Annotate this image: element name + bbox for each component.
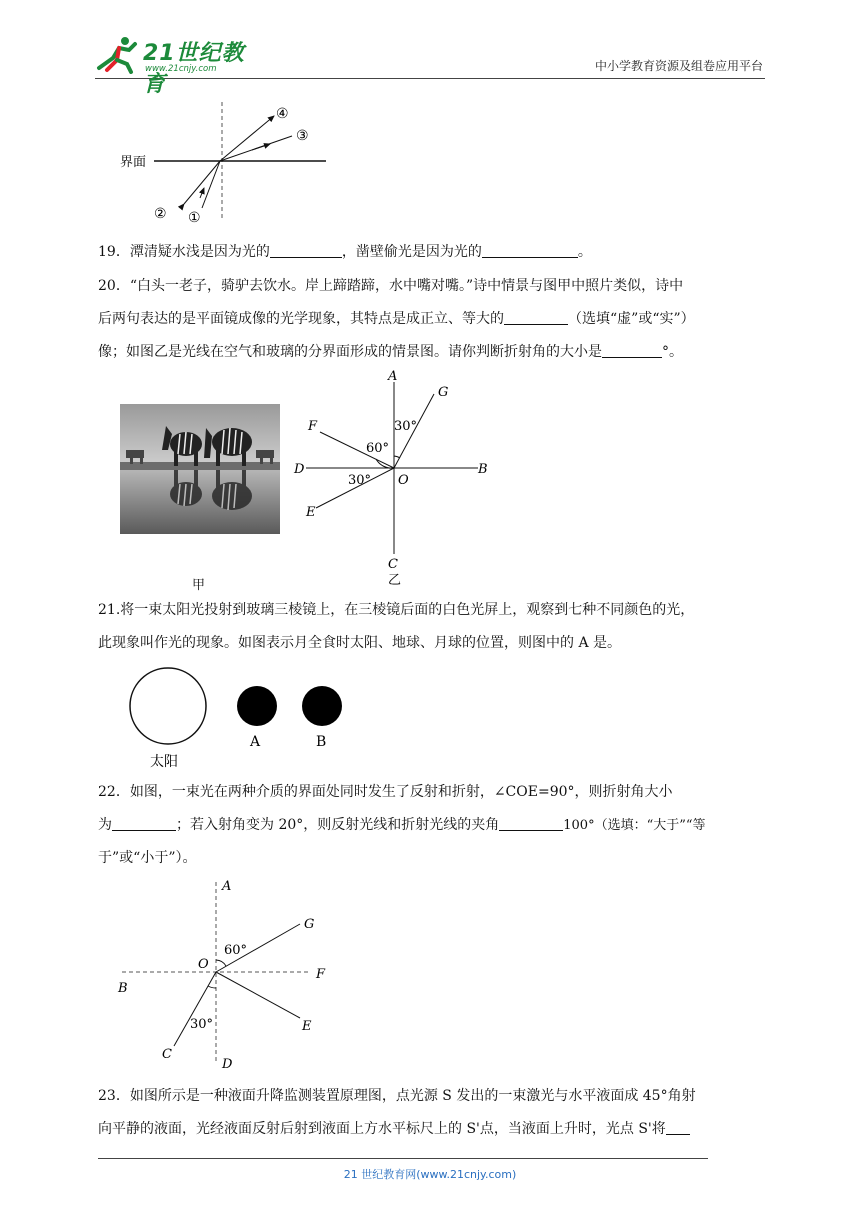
ray-OC <box>174 972 216 1046</box>
q19-text-2: ，凿壁偷光是因为光的 <box>341 244 482 260</box>
q21-number: 21. <box>98 602 121 618</box>
sun-label: 太阳 <box>150 754 178 770</box>
q23-line-2: 向平静的液面，光经液面反射后射到液面上方水平标尺上的 S'点，当液面上升时，光点 S'将 <box>98 1121 666 1137</box>
label-G: G <box>304 917 315 932</box>
q19-text-1: 潭清疑水浅是因为光的 <box>129 244 270 260</box>
page-footer: 21 世纪教育网(www.21cnjy.com) <box>343 1168 517 1181</box>
q23-blank-1[interactable] <box>666 1120 690 1135</box>
ray-label-3: ③ <box>296 128 309 144</box>
fig20-caption-right: 乙 <box>388 573 402 588</box>
fig20-caption-left: 甲 <box>192 578 206 593</box>
label-O: O <box>198 957 209 972</box>
zebra-reflection-photo <box>120 404 280 534</box>
angle-bottom-label: 30° <box>348 473 372 488</box>
q19-blank-1[interactable] <box>270 243 342 258</box>
reflection-refraction-diagram <box>112 876 342 1072</box>
ray-1-arrow <box>200 188 204 198</box>
refraction-rays-figure <box>112 98 342 224</box>
label-C: C <box>162 1047 172 1062</box>
header-platform-name: 中小学教育资源及组卷应用平台 <box>594 59 763 73</box>
ray-label-2: ② <box>154 206 167 222</box>
q23-line-1: 如图所示是一种液面升降监测装置原理图，点光源 S 发出的一束激光与水平液面成 45°角射 <box>129 1088 696 1104</box>
body-A-circle <box>237 686 277 726</box>
q19-number: 19． <box>98 244 130 260</box>
logo-text: 21世纪教育 <box>143 41 245 97</box>
q22-line-1: 如图，一束光在两种介质的界面处同时发生了反射和折射，∠COE=90°，则折射角大小 <box>129 784 673 800</box>
footer-divider <box>98 1158 708 1159</box>
interface-label: 界面 <box>120 155 147 170</box>
question-20 <box>98 270 768 369</box>
q20-line-2b: （选填“虚”或“实”） <box>568 311 695 327</box>
ray-label-1: ① <box>188 210 201 224</box>
ray-3-arrow <box>252 144 270 150</box>
label-B: B <box>118 981 128 996</box>
page-header <box>95 30 765 97</box>
question-22 <box>98 776 768 875</box>
ray-label-4: ④ <box>276 106 289 122</box>
runner-logo-icon <box>95 34 143 74</box>
q22-number: 22． <box>98 784 130 800</box>
ray-OE <box>216 972 300 1018</box>
q20-line-3a: 像；如图乙是光线在空气和玻璃的分界面形成的情景图。请你判断折射角的大小是 <box>98 344 602 360</box>
q21-line-1: 将一束太阳光投射到玻璃三棱镜上，在三棱镜后面的白色光屏上，观察到七种不同颜色的光， <box>120 602 695 618</box>
q20-blank-2[interactable] <box>602 343 662 358</box>
logo-url: www.21cnjy.com <box>145 64 217 74</box>
q19-text-3: 。 <box>577 244 592 260</box>
q19-blank-2[interactable] <box>482 243 578 258</box>
ray-2 <box>184 161 220 204</box>
air-glass-refraction-diagram <box>290 368 500 588</box>
site-logo <box>95 34 265 97</box>
label-E: E <box>302 1019 312 1034</box>
q22-line-3: 于”或“小于”）。 <box>98 850 197 866</box>
label-F: F <box>308 419 318 434</box>
label-F: F <box>316 967 326 982</box>
q22-line-2b: ；若入射角变为 20°，则反射光线和折射光线的夹角 <box>176 817 500 833</box>
question-21 <box>98 594 768 660</box>
label-D: D <box>222 1057 233 1072</box>
label-C: C <box>388 557 398 572</box>
q21-line-2: 此现象叫作光的现象。如图表示月全食时太阳、地球、月球的位置，则图中的 A 是。 <box>98 635 622 651</box>
label-B: B <box>478 462 488 477</box>
q22-blank-2[interactable] <box>499 816 563 831</box>
angle-top-label: 30° <box>394 419 418 434</box>
angle-left-label: 60° <box>366 441 390 456</box>
q23-number: 23． <box>98 1088 130 1104</box>
sun-circle <box>130 668 206 744</box>
angle-top-label: 60° <box>224 943 248 958</box>
body-A-label: A <box>250 734 261 750</box>
q20-number: 20． <box>98 278 130 294</box>
body-B-label: B <box>316 734 327 750</box>
label-D: D <box>294 462 305 477</box>
label-A: A <box>222 879 232 894</box>
label-O: O <box>398 473 409 488</box>
q22-line-2c: 100°（选填：“大于”“等 <box>563 818 706 833</box>
ray-1 <box>202 161 220 208</box>
q22-blank-1[interactable] <box>112 816 176 831</box>
q20-line-1: “白头一老子，骑驴去饮水。岸上蹄踏蹄，水中嘴对嘴。”诗中情景与图甲中照片类似，诗中 <box>129 278 684 294</box>
q20-line-2a: 后两句表达的是平面镜成像的光学现象，其特点是成正立、等大的 <box>98 311 504 327</box>
ray-4 <box>220 116 274 161</box>
lunar-eclipse-figure <box>112 664 352 774</box>
question-23 <box>98 1080 768 1146</box>
label-A: A <box>388 369 398 384</box>
label-G: G <box>438 385 449 400</box>
q20-blank-1[interactable] <box>504 310 568 325</box>
q20-line-3b: °。 <box>662 344 683 360</box>
body-B-circle <box>302 686 342 726</box>
angle-bottom-label: 30° <box>190 1017 214 1032</box>
question-19 <box>98 236 768 269</box>
q22-line-2a: 为 <box>98 817 112 833</box>
label-E: E <box>306 505 316 520</box>
